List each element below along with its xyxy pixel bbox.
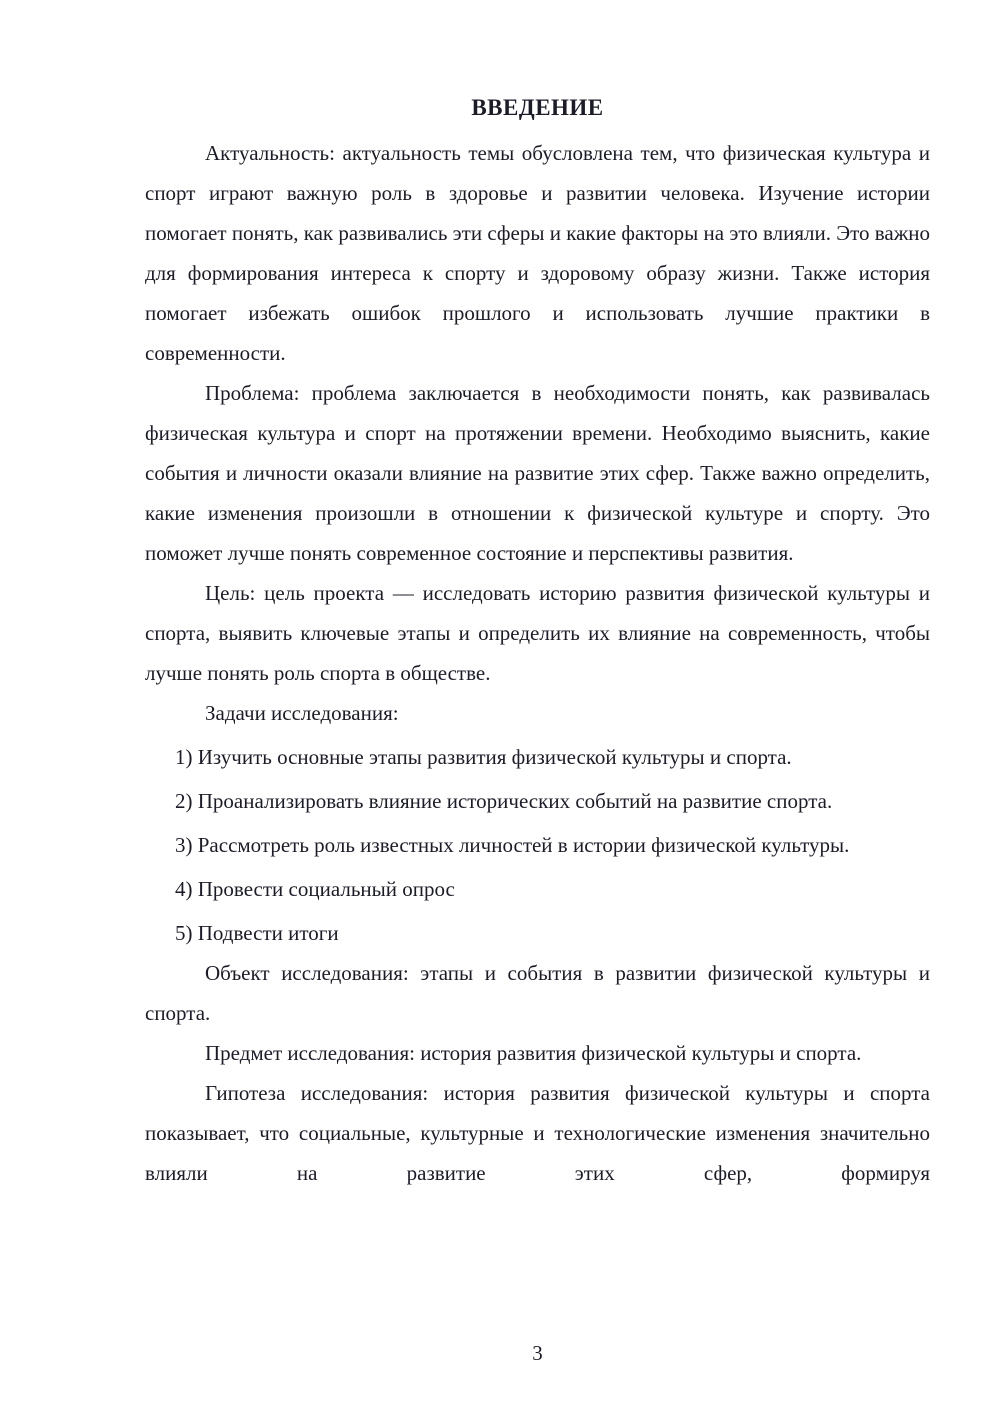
page-title: ВВЕДЕНИЕ: [471, 95, 604, 120]
task-item-3: 3) Рассмотреть роль известных личностей в истории физической культуры.: [175, 833, 850, 857]
paragraph-goal: Цель: цель проекта — исследовать историю развития физической культуры и спорта, выявить ключевые этапы и определить их влияние на современность, чтобы лучше понять роль спорта в обществе.: [145, 581, 930, 685]
paragraph-actuality: Актуальность: актуальность темы обусловлена тем, что физическая культура и спорт играют важную роль в здоровье и развитии человека. Изучение истории помогает понять, как развивались эти сферы и какие факторы на это влияли. Это важно для формирования интереса к спорту и здоровому образу жизни. Также история помогает избежать ошибок прошлого и использовать лучшие практики в современности.: [145, 141, 930, 365]
page-number: 3: [532, 1341, 543, 1365]
task-item-5: 5) Подвести итоги: [175, 921, 339, 945]
paragraph-object: Объект исследования: этапы и события в развитии физической культуры и спорта.: [145, 961, 930, 1025]
paragraph-hypothesis: Гипотеза исследования: история развития физической культуры и спорта показывает, что социальные, культурные и технологические изменения значительно влияли на развитие этих сфер, формируя: [145, 1081, 930, 1185]
task-item-1: 1) Изучить основные этапы развития физической культуры и спорта.: [175, 745, 792, 769]
task-item-4: 4) Провести социальный опрос: [175, 877, 455, 901]
paragraph-subject: Предмет исследования: история развития физической культуры и спорта.: [205, 1041, 862, 1065]
tasks-heading: Задачи исследования:: [205, 701, 399, 725]
task-item-2: 2) Проанализировать влияние исторических событий на развитие спорта.: [175, 789, 833, 813]
paragraph-problem: Проблема: проблема заключается в необходимости понять, как развивалась физическая культура и спорт на протяжении времени. Необходимо выяснить, какие события и личности оказали влияние на развитие этих сфер. Также важно определить, какие изменения произошли в отношении к физической культуре и спорту. Это поможет лучше понять современное состояние и перспективы развития.: [145, 381, 930, 565]
